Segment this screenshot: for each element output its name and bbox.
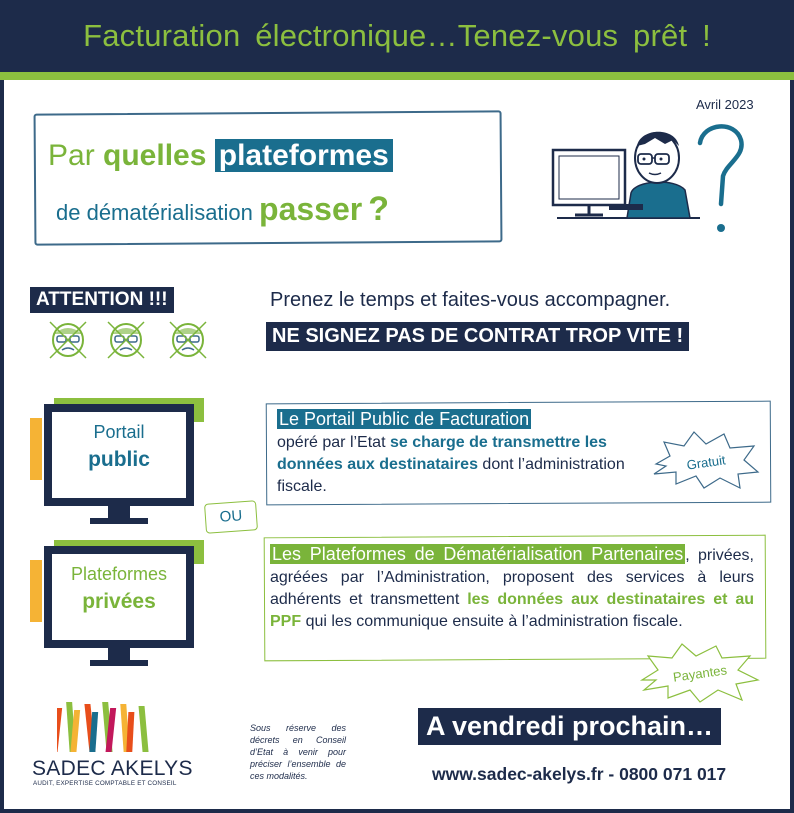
contact-line (432, 764, 726, 785)
monitor-portail-public (30, 398, 205, 530)
title-line-1 (48, 139, 393, 173)
title-line2-prefix: de dématérialisation (56, 200, 260, 225)
see-you-friday-banner: A vendredi prochain… (418, 708, 721, 745)
crossed-out-face-icon (46, 318, 90, 362)
title-highlight: plateformes (215, 139, 393, 172)
advice-text: Prenez le temps et faites-vous accompagner. (270, 289, 671, 311)
privees-text-b: qui les communique ensuite à l’administration fiscale. (301, 613, 683, 630)
monitor-label-line1: Plateformes (70, 564, 168, 584)
privees-heading: Les Plateformes de Dématérialisation Partenaires (272, 544, 684, 564)
plateformes-privees-description (270, 543, 754, 633)
publication-date: Avril 2023 (696, 97, 754, 112)
gratuit-label: Gratuit (685, 452, 727, 473)
monitor-plateformes-privees (30, 540, 205, 672)
warning-banner: NE SIGNEZ PAS DE CONTRAT TROP VITE ! (266, 322, 689, 351)
company-tagline: AUDIT, EXPERTISE COMPTABLE ET CONSEIL (33, 780, 177, 787)
header-banner (0, 0, 794, 72)
title-big-word: passer (259, 191, 363, 227)
crossed-out-face-icon (166, 318, 210, 362)
portail-text-bold: se charge de transmettre les données aux destinataires (277, 434, 607, 473)
header-title: Facturation électronique…Tenez-vous prêt ! (83, 18, 711, 53)
monitor-label-line1: Portail (93, 422, 145, 442)
payantes-label: Payantes (672, 662, 728, 685)
legal-disclaimer: Sous réserve des décrets en Conseil d’Etat à venir pour préciser l’ensemble de ces modalités. (250, 723, 346, 781)
company-name: SADEC AKELYS (32, 757, 193, 780)
portail-heading: Le Portail Public de Facturation (279, 409, 530, 429)
portail-public-description (277, 408, 667, 498)
title-bold-word: quelles (103, 139, 207, 172)
title-question-mark: ? (368, 190, 389, 228)
monitor-label-line2: public (88, 448, 150, 471)
contact-separator: - (603, 764, 620, 784)
title-prefix: Par (48, 139, 104, 172)
gratuit-badge (650, 428, 762, 490)
monitor-label-line2: privées (82, 590, 156, 613)
privees-text-a: , privées, agréées par l’Administration, proposent des services à leurs adhérents et transmettent (270, 547, 754, 608)
portail-text-a: opéré par l’Etat (277, 434, 390, 451)
attention-badge: ATTENTION !!! (30, 287, 174, 313)
privees-text-bold: les données aux destinataires et au PPF (270, 591, 755, 630)
payantes-badge (638, 640, 762, 704)
sadec-akelys-logo-icon (57, 700, 153, 752)
person-at-computer-illustration (545, 118, 760, 240)
title-line-2 (56, 190, 389, 229)
phone-number[interactable]: 0800 071 017 (619, 764, 727, 784)
header-divider (0, 72, 794, 80)
website-link[interactable]: www.sadec-akelys.fr (432, 764, 604, 784)
portail-text-b: dont l’administration fiscale. (277, 456, 625, 495)
crossed-out-face-icon (104, 318, 148, 362)
or-connector: OU (204, 500, 258, 534)
